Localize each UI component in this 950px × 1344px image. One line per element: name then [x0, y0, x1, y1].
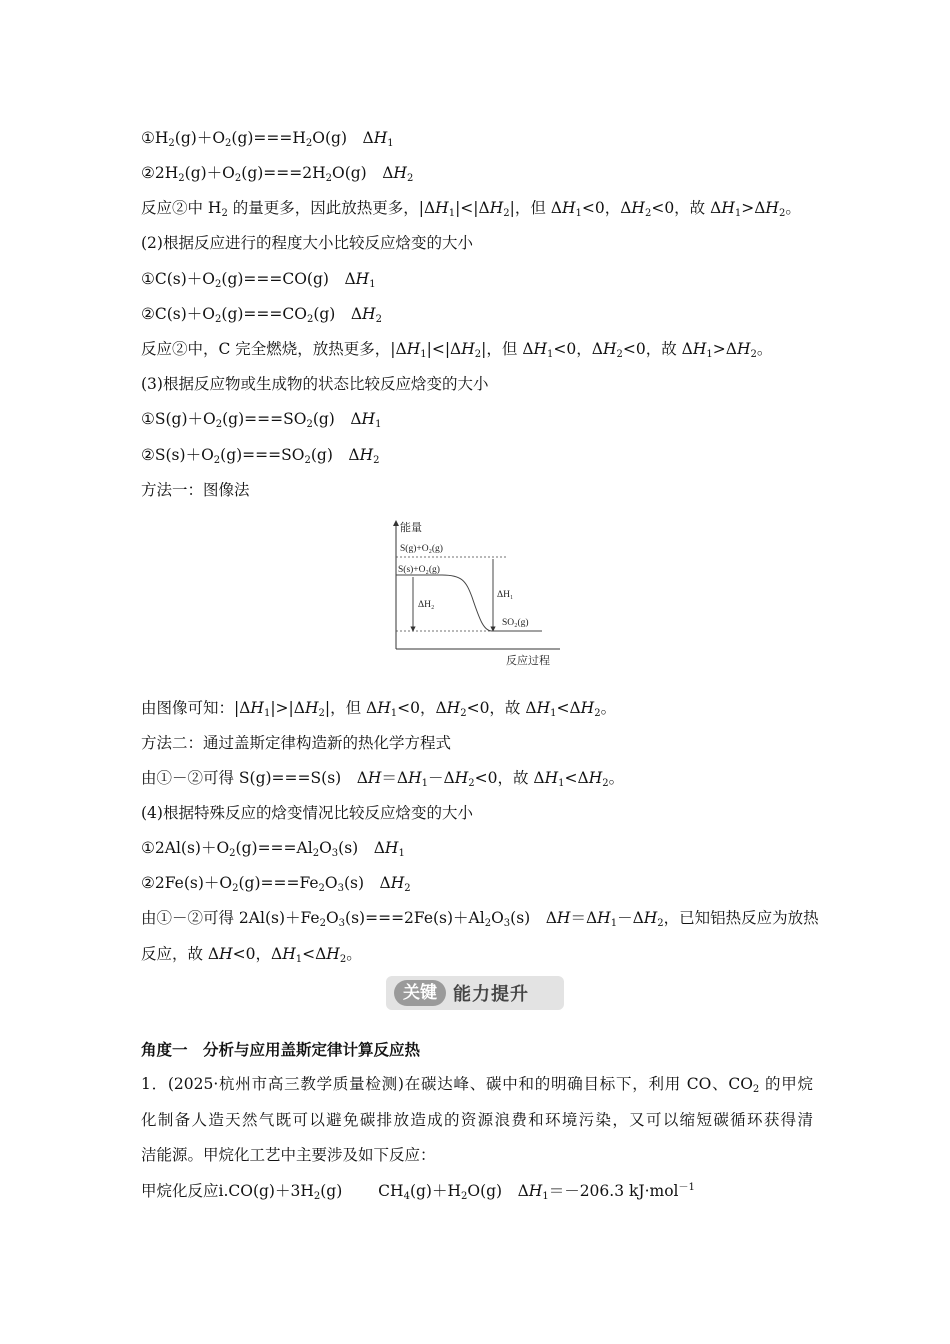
- dh2-label: ΔH₂: [418, 600, 435, 610]
- explanation-h2: 反应②中 $H_2$ 的量更多，因此放热更多，$|\Delta H_1|<|\Delta H_2|$，但 $\Delta H_1<0$，$\Delta H_2<0$，故 $\Delta H_1>\Delta H_2$。: [141, 199, 801, 219]
- equation-s-2: $②S(s)+O_2(g)===SO_2(g)$ $\Delta H_2$: [141, 446, 380, 466]
- angle-heading: 角度一 分析与应用盖斯定律计算反应热: [141, 1040, 421, 1059]
- energy-diagram: [380, 517, 570, 673]
- hess-derivation: 由①－②可得 S(g)===S(s) $\Delta H=\Delta H_1-\Delta H_2<0$，故 $\Delta H_1<\Delta H_2$。: [141, 769, 625, 789]
- thermite-derivation: 由①－②可得 $2Al(s)+Fe_2O_3(s)===2Fe(s)+Al_2O_3(s)$ $\Delta H=\Delta H_1-\Delta H_2$，已知铝热反应为放热: [141, 909, 819, 929]
- equation-c-1: $①C(s)+O_2(g)===CO(g)$ $\Delta H_1$: [141, 270, 376, 290]
- banner-title: 能力提升: [453, 984, 529, 1005]
- level-sg-label: S(g)+O₂(g): [400, 544, 443, 554]
- question-1-line-3: 洁能源。甲烷化工艺中主要涉及如下反应：: [141, 1146, 436, 1164]
- equation-h2-2: $②2H_2(g)+O_2(g)===2H_2O(g)$ $\Delta H_2$: [141, 164, 414, 184]
- methanation-reaction-1: 甲烷化反应$ⅰ.CO(g)+3H_2(g)$ $CH_4(g)+H_2O(g)$ $\Delta H_1=-206.3$ kJ·mol$^{-1}$: [141, 1182, 695, 1202]
- section-banner: [386, 976, 564, 1010]
- question-1-line-1: 1．(2025·杭州市高三教学质量检测)在碳达峰、碳中和的明确目标下，利用 CO、$CO_2$ 的甲烷: [141, 1075, 813, 1095]
- equation-al: $①2Al(s)+O_2(g)===Al_2O_3(s)$ $\Delta H_1$: [141, 839, 405, 859]
- section-heading-4: (4)根据特殊反应的焓变情况比较反应焓变的大小: [141, 804, 473, 822]
- explanation-c: 反应②中，C 完全燃烧，放热更多，$|\Delta H_1|<|\Delta H_2|$，但 $\Delta H_1<0$，$\Delta H_2<0$，故 $\Delta H_1>\Delta H_2$。: [141, 340, 773, 360]
- thermite-conclusion: 反应，故 ΔH<0，$\Delta H_1<\Delta H_2$。: [141, 945, 362, 965]
- section-heading-2: (2)根据反应进行的程度大小比较反应焓变的大小: [141, 234, 473, 252]
- banner-tag: 关键: [394, 980, 446, 1006]
- section-heading-3: (3)根据反应物或生成物的状态比较反应焓变的大小: [141, 375, 489, 393]
- equation-h2-1: $①H_2(g)+O_2(g)===H_2O(g)$ $\Delta H_1$: [141, 129, 394, 149]
- dh1-label: ΔH₁: [497, 590, 514, 600]
- method-one-label: 方法一：图像法: [141, 481, 250, 499]
- equation-fe: $②2Fe(s)+O_2(g)===Fe_2O_3(s)$ $\Delta H_2$: [141, 874, 411, 894]
- level-so2-label: SO₂(g): [502, 618, 529, 628]
- method-two-label: 方法二：通过盖斯定律构造新的热化学方程式: [141, 734, 452, 752]
- question-1-line-2: 化制备人造天然气既可以避免碳排放造成的资源浪费和环境污染，又可以缩短碳循环获得清: [141, 1111, 813, 1129]
- figure-conclusion: 由图像可知：$|\Delta H_1|>|\Delta H_2|$，但 $\Delta H_1<0$，$\Delta H_2<0$，故 $\Delta H_1<\Delta H_2$。: [141, 699, 617, 719]
- x-axis-label: 反应过程: [506, 655, 550, 667]
- level-ss-label: S(s)+O₂(g): [398, 565, 440, 575]
- y-axis-label: 能量: [400, 522, 422, 534]
- equation-c-2: $②C(s)+O_2(g)===CO_2(g)$ $\Delta H_2$: [141, 305, 382, 325]
- equation-s-1: $①S(g)+O_2(g)===SO_2(g)$ $\Delta H_1$: [141, 410, 382, 430]
